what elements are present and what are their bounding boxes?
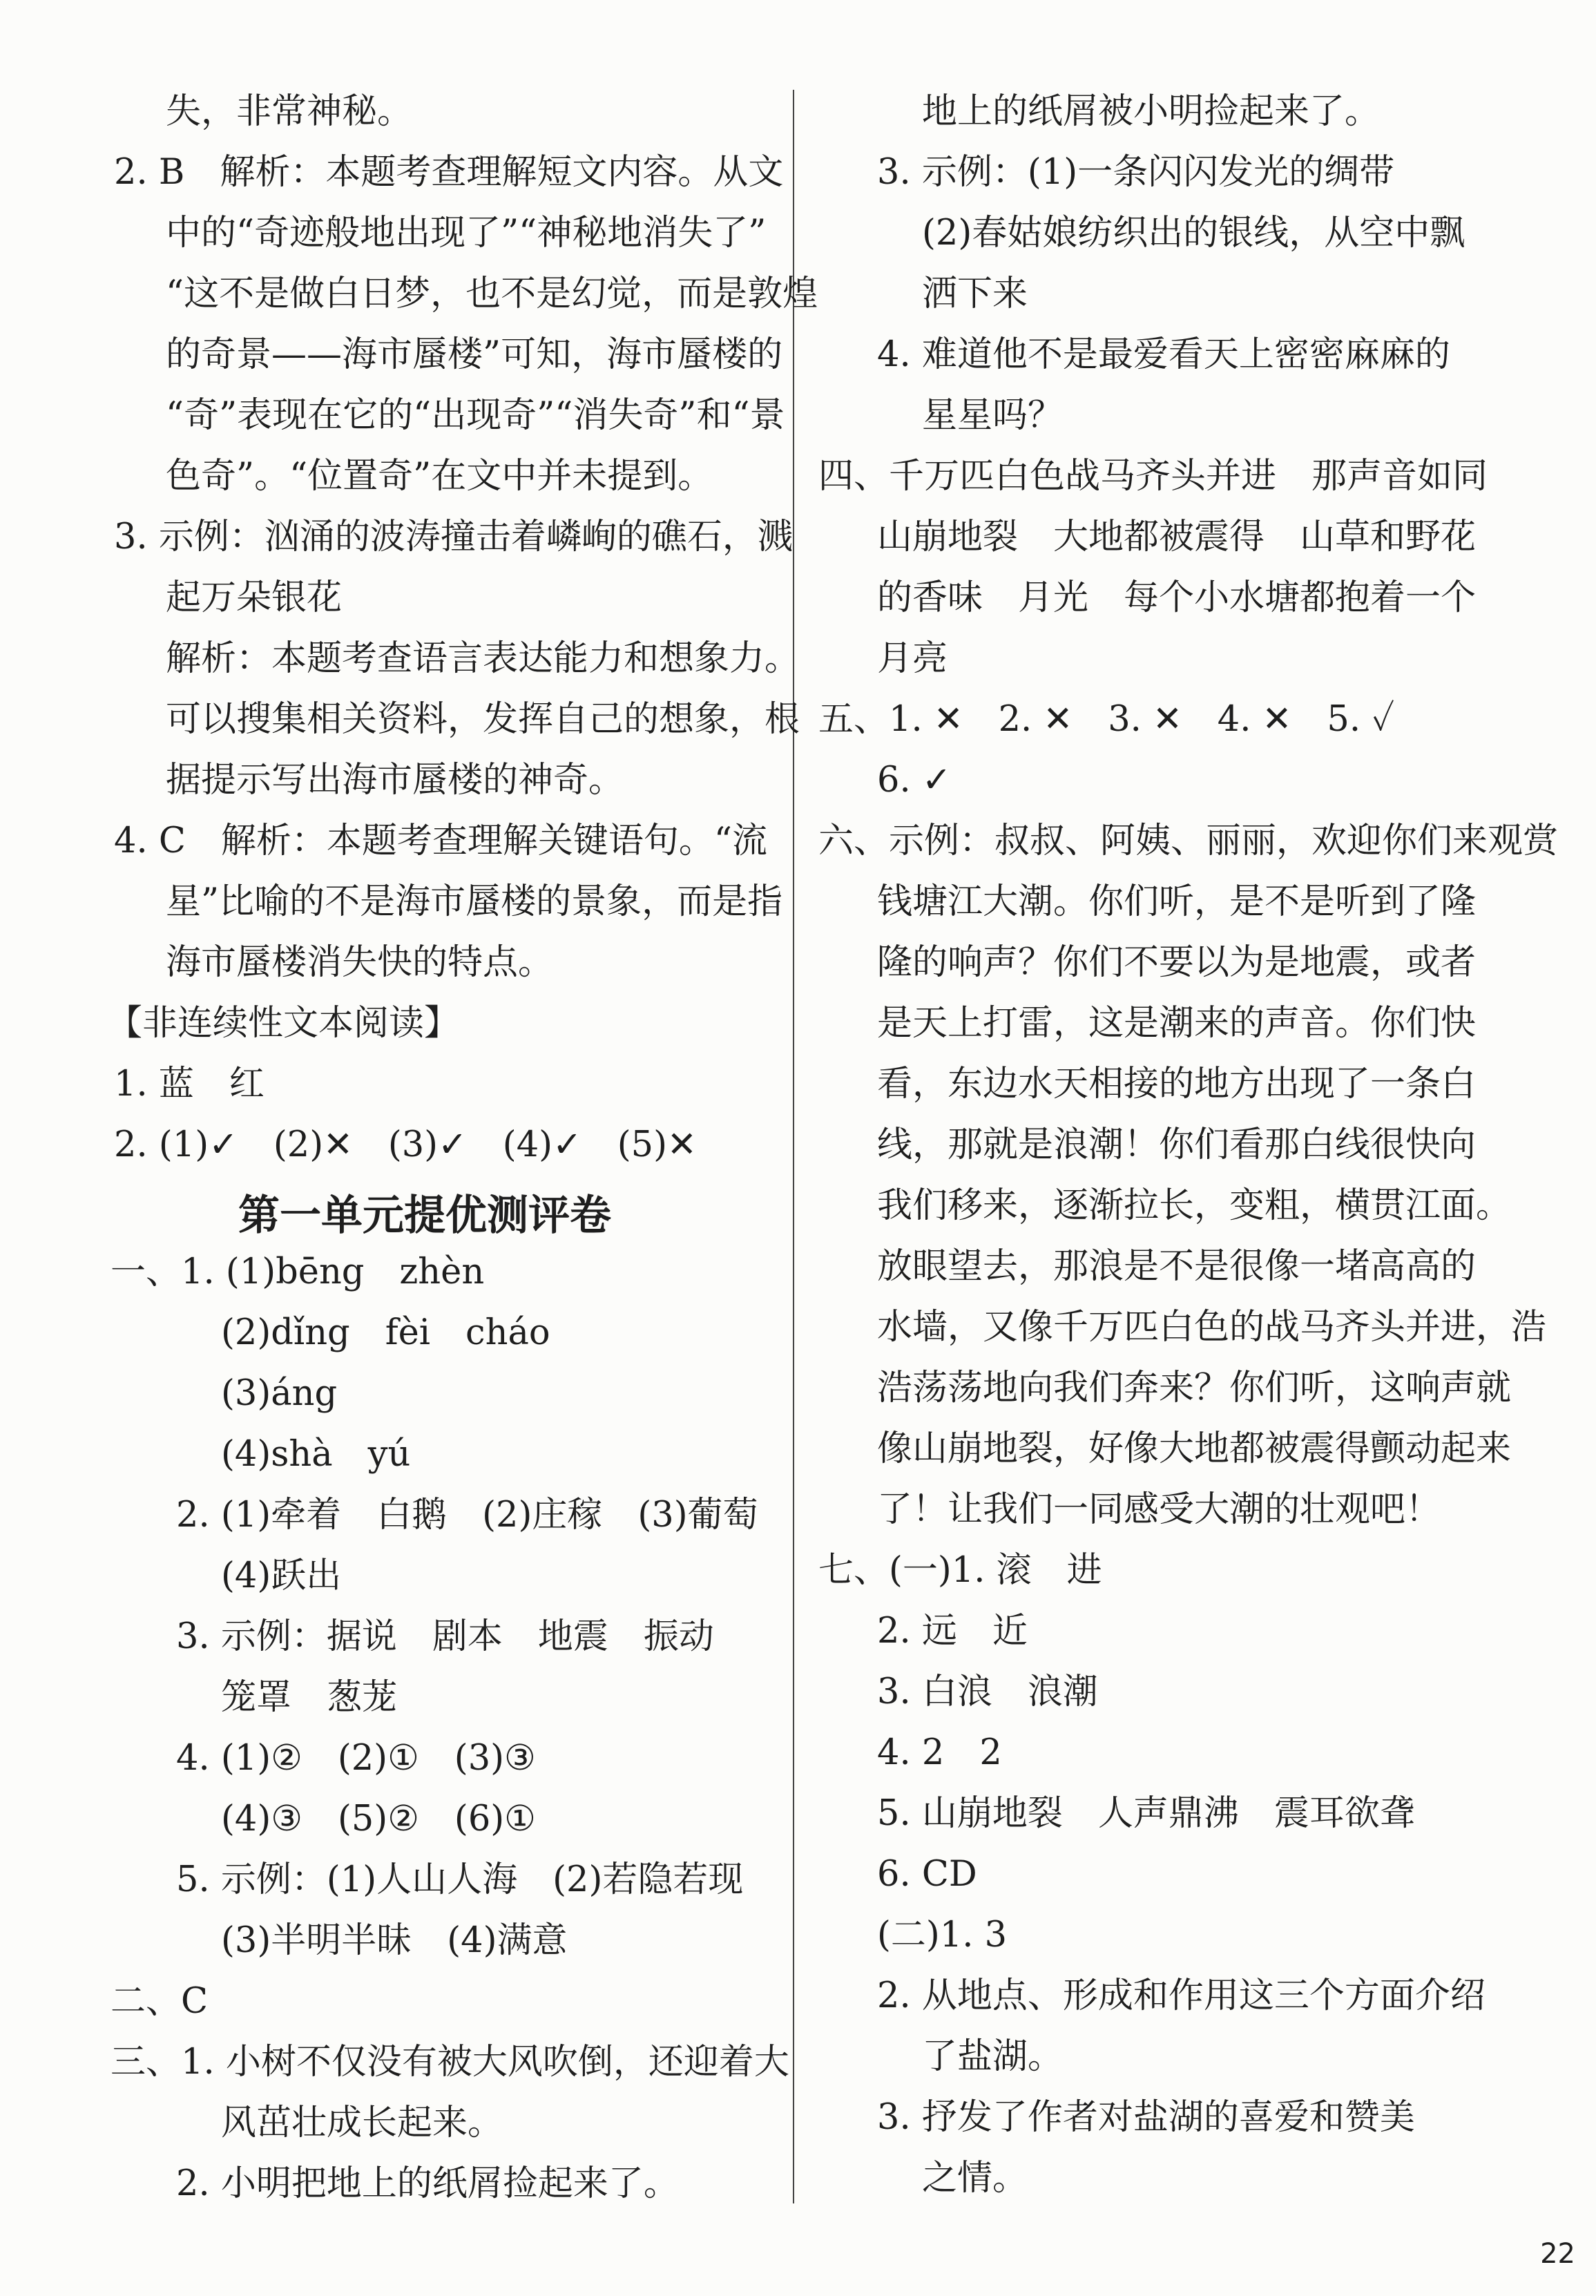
left-line-12: 据提示写出海市蜃楼的神奇。 [166, 760, 624, 801]
left-line-11: 可以搜集相关资料，发挥自己的想象，根 [166, 699, 800, 740]
right-line-17: 看，东边水天相接的地方出现了一条白 [877, 1064, 1477, 1104]
left-line-1: 失，非常神秘。 [166, 91, 413, 132]
right-line-20: 放眼望去，那浪是不是很像一堵高高的 [877, 1246, 1477, 1287]
left-line-8: 3. 示例：汹涌的波涛撞击着嶙峋的礁石，溅 [114, 517, 793, 557]
left-line-6: “奇”表现在它的“出现奇”“消失奇”和“景 [166, 395, 785, 436]
right-line-9: 的香味 月光 每个小水塘都抱着一个 [877, 577, 1477, 618]
right-line-22: 浩荡荡地向我们奔来？你们听，这响声就 [877, 1368, 1512, 1408]
right-line-1: 地上的纸屑被小明捡起来了。 [922, 91, 1381, 132]
left-line-13: 4. C 解析：本题考查理解关键语句。“流 [114, 821, 767, 861]
left-line-31: (3)半明半昧 (4)满意 [221, 1920, 568, 1961]
right-line-16: 是天上打雷，这是潮来的声音。你们快 [877, 1003, 1477, 1044]
left-line-30: 5. 示例：(1)人山人海 (2)若隐若现 [176, 1859, 744, 1900]
left-line-5: 的奇景——海市蜃楼”可知，海市蜃楼的 [166, 334, 783, 375]
left-line-24: 2. (1)牵着 白鹅 (2)庄稼 (3)葡萄 [176, 1495, 758, 1536]
right-line-2: 3. 示例：(1)一条闪闪发光的绸带 [877, 152, 1395, 193]
right-line-27: 3. 白浪 浪潮 [877, 1672, 1098, 1712]
right-line-8: 山崩地裂 大地都被震得 山草和野花 [877, 517, 1477, 557]
left-line-32: 二、C [110, 1981, 209, 2022]
right-line-5: 4. 难道他不是最爱看天上密密麻麻的 [877, 334, 1450, 375]
left-line-28: 4. (1)② (2)① (3)③ [176, 1738, 536, 1779]
right-line-32: 2. 从地点、形成和作用这三个方面介绍 [877, 1975, 1486, 2016]
right-line-26: 2. 远 近 [877, 1611, 1028, 1652]
left-line-7: 色奇”。“位置奇”在文中并未提到。 [166, 456, 713, 497]
right-line-21: 水墙，又像千万匹白色的战马齐头并进，浩 [877, 1307, 1547, 1348]
right-line-29: 5. 山崩地裂 人声鼎沸 震耳欲聋 [877, 1793, 1415, 1834]
section-label-non-continuous-reading: 【非连续性文本阅读】 [107, 1003, 460, 1044]
right-line-23: 像山崩地裂，好像大地都被震得颤动起来 [877, 1428, 1512, 1469]
left-line-17: 1. 蓝 红 [114, 1064, 265, 1104]
left-line-29: (4)③ (5)② (6)① [221, 1799, 536, 1839]
left-line-33: 三、1. 小树不仅没有被大风吹倒，还迎着大 [110, 2042, 789, 2083]
right-line-28: 4. 2 2 [877, 1732, 1002, 1773]
right-line-34: 3. 抒发了作者对盐湖的喜爱和赞美 [877, 2097, 1415, 2138]
left-line-27: 笼罩 葱茏 [221, 1677, 398, 1718]
left-line-3: 中的“奇迹般地出现了”“神秘地消失了” [166, 213, 767, 253]
right-line-24: 了！让我们一同感受大潮的壮观吧！ [877, 1489, 1441, 1530]
left-line-26: 3. 示例：据说 剧本 地震 振动 [176, 1616, 714, 1657]
right-line-13: 六、示例：叔叔、阿姨、丽丽，欢迎你们来观赏 [818, 821, 1559, 861]
right-line-31: (二)1. 3 [877, 1915, 1008, 1955]
right-line-19: 我们移来，逐渐拉长，变粗，横贯江面。 [877, 1185, 1512, 1226]
left-line-21: (2)dǐng fèi cháo [221, 1312, 550, 1353]
right-line-15: 隆的响声？你们不要以为是地震，或者 [877, 942, 1477, 983]
right-line-12: 6. ✓ [877, 760, 952, 801]
left-line-35: 2. 小明把地上的纸屑捡起来了。 [176, 2163, 679, 2204]
section-heading-unit-one-test: 第一单元提优测评卷 [238, 1192, 611, 1240]
right-line-33: 了盐湖。 [922, 2036, 1064, 2077]
right-line-18: 线，那就是浪潮！你们看那白线很快向 [877, 1125, 1477, 1165]
left-line-10: 解析：本题考查语言表达能力和想象力。 [166, 638, 800, 679]
right-line-11: 五、1. ✕ 2. ✕ 3. ✕ 4. ✕ 5. ✓ [818, 699, 1395, 740]
right-line-25: 七、(一)1. 滚 进 [818, 1550, 1102, 1591]
left-line-14: 星”比喻的不是海市蜃楼的景象，而是指 [166, 881, 783, 922]
left-line-25: (4)跃出 [221, 1556, 342, 1596]
left-line-18: 2. (1)✓ (2)✕ (3)✓ (4)✓ (5)✕ [114, 1125, 697, 1165]
right-line-3: (2)春姑娘纺织出的银线，从空中飘 [922, 213, 1465, 253]
left-line-23: (4)shà yú [221, 1434, 411, 1475]
right-line-4: 洒下来 [922, 274, 1028, 314]
right-line-6: 星星吗？ [922, 395, 1064, 436]
right-line-10: 月亮 [877, 638, 948, 679]
right-line-30: 6. CD [877, 1854, 977, 1895]
left-line-2: 2. B 解析：本题考查理解短文内容。从文 [114, 152, 784, 193]
page-number: 22 [1540, 2238, 1575, 2270]
right-line-35: 之情。 [922, 2158, 1028, 2199]
left-line-15: 海市蜃楼消失快的特点。 [166, 942, 554, 983]
left-line-22: (3)áng [221, 1373, 338, 1414]
left-line-20: 一、1. (1)bēng zhèn [110, 1252, 485, 1292]
right-line-7: 四、千万匹白色战马齐头并进 那声音如同 [818, 456, 1488, 497]
right-line-14: 钱塘江大潮。你们听，是不是听到了隆 [877, 881, 1477, 922]
left-line-9: 起万朵银花 [166, 577, 343, 618]
left-line-4: “这不是做白日梦，也不是幻觉，而是敦煌 [166, 274, 818, 314]
column-divider [793, 90, 794, 2203]
left-line-34: 风茁壮成长起来。 [221, 2103, 503, 2143]
